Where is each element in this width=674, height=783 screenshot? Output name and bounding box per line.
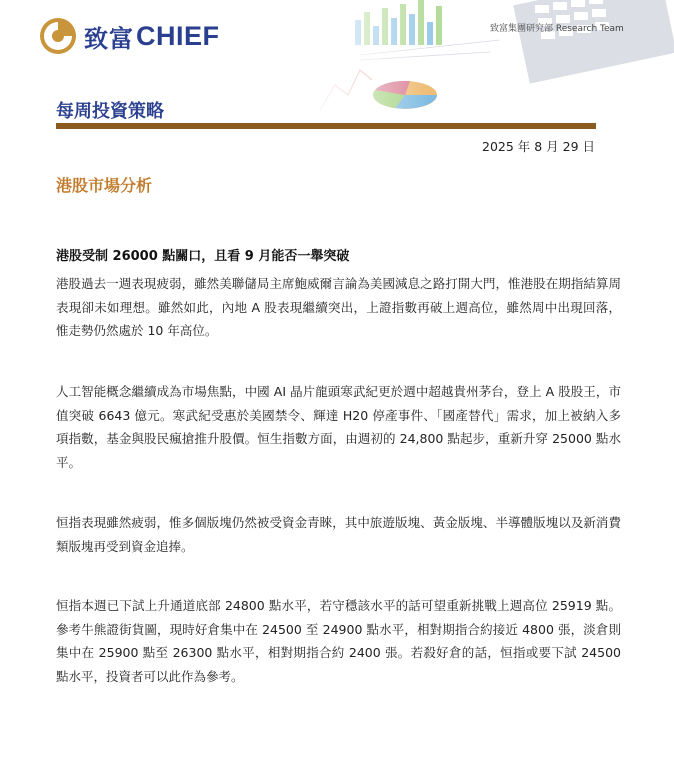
logo-english-text: CHIEF: [136, 20, 220, 51]
article-headline: 港股受制 26000 點關口，且看 9 月能否一舉突破: [56, 249, 350, 264]
paragraph: 港股過去一週表現疲弱，雖然美聯儲局主席鮑威爾言論為美國減息之路打開大門，惟港股在期指結算周表現卻未如理想。雖然如此，內地 A 股表現繼續突出，上證指數再破上週高位，雖然周中出現回落，惟走勢仍然處於 10 年高位。: [56, 276, 621, 338]
chart-decoration-image: [300, 0, 674, 120]
paragraph: 恒指表現雖然疲弱，惟多個版塊仍然被受資金青睞，其中旅遊版塊、黃金版塊、半導體版塊以及新消費類版塊再受到資金追捧。: [56, 515, 621, 554]
title-divider: [56, 123, 596, 129]
paragraph: 人工智能概念繼續成為市場焦點，中國 AI 晶片龍頭寒武紀更於週中超越貴州茅台，登上 A 股股王，市值突破 6643 億元。寒武紀受惠於美國禁令、輝達 H20 停產事件、「國產替代」需求，加上被納入多項指數，基金與股民瘋搶推升股價。恒生指數方面，由週初的 24,800 點起步，重新升穿 25000 點水平。: [56, 384, 621, 470]
logo-swirl-icon: [38, 16, 78, 56]
logo-chinese-text: 致富: [84, 24, 134, 53]
section-title: 每周投資策略: [56, 101, 164, 122]
research-team-label: 致富集團研究部 Research Team: [490, 24, 624, 34]
company-logo: [38, 16, 220, 56]
subsection-title: 港股市場分析: [56, 176, 153, 195]
page-header: [0, 0, 674, 90]
report-date: 2025 年 8 月 29 日: [482, 139, 596, 154]
paragraph: 恒指本週已下試上升通道底部 24800 點水平，若守穩該水平的話可望重新挑戰上週高位 25919 點。參考牛熊證街貨圖，現時好倉集中在 24500 至 24900 點水平，相對期指合約接近 4800 張，淡倉則集中在 25900 點至 26300 點水平，相對期指合約 2400 張。若殺好倉的話，恒指或要下試 24500 點水平，投資者可以此作為參考。: [56, 598, 621, 684]
